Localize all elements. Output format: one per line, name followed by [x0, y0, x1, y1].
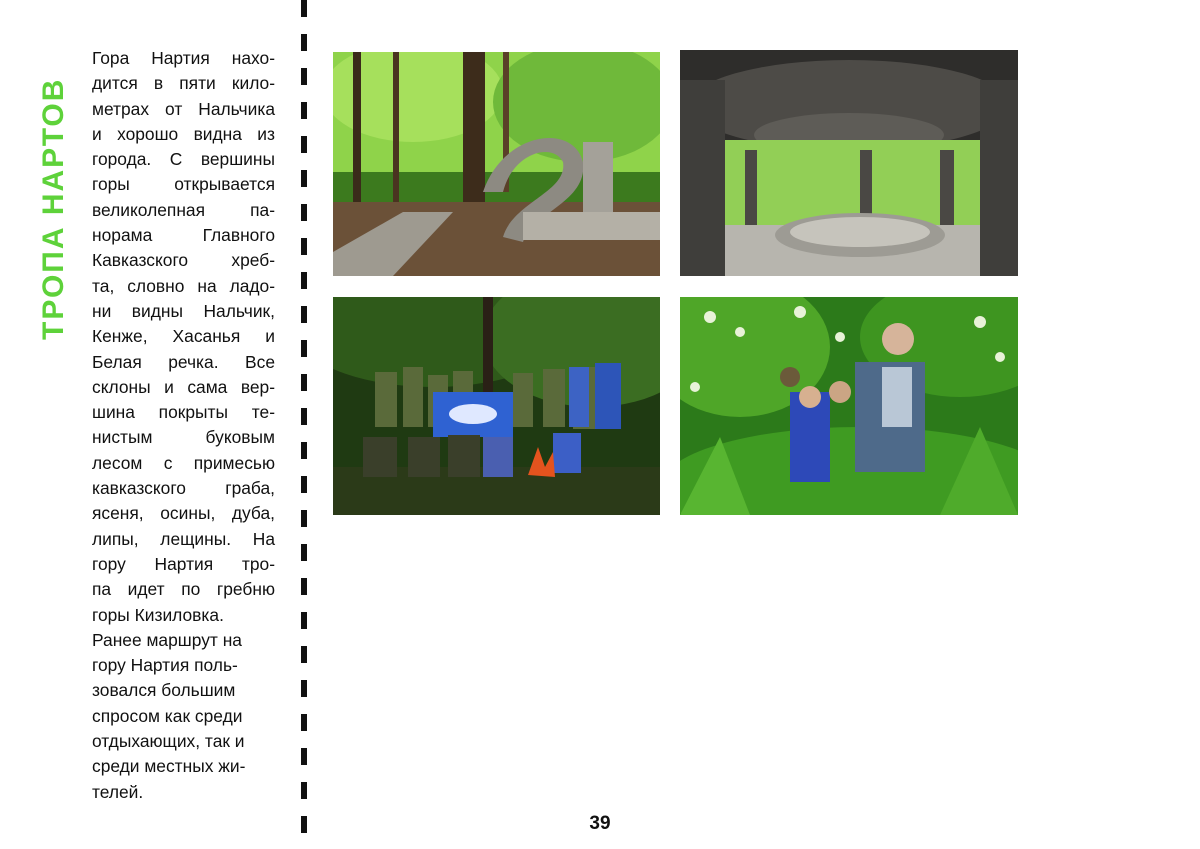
text-line: липы, лещины. На — [92, 528, 275, 549]
text-line: горы Кизиловка. — [92, 604, 224, 625]
text-line: ни видны Нальчик, — [92, 300, 275, 321]
text-line: зовался большим — [92, 680, 236, 701]
photo-hikers-in-grass — [680, 297, 1018, 515]
text-line: та, словно на ладо- — [92, 275, 275, 296]
text-line: склоны и сама вер- — [92, 376, 275, 397]
text-line: па идет по гребню — [92, 579, 275, 600]
paragraph-1 — [92, 46, 275, 628]
text-line: кавказского граба, — [92, 478, 275, 499]
text-line: метрах от Нальчика — [92, 98, 275, 119]
text-line: нистым буковым — [92, 427, 275, 448]
text-line: норама Главного — [92, 225, 275, 246]
text-line: Гора Нартия нахо- — [92, 48, 275, 68]
text-line: гору Нартия тро- — [92, 553, 275, 574]
section-title: ТРОПА НАРТОВ — [37, 77, 70, 340]
text-line: горы открывается — [92, 174, 275, 195]
text-line: среди местных жи- — [92, 756, 246, 777]
text-line: Ранее маршрут на — [92, 629, 242, 650]
text-line: телей. — [92, 781, 144, 802]
page-number: 39 — [589, 813, 611, 834]
photo-concrete-rotunda — [680, 50, 1018, 276]
text-line: отдыхающих, так и — [92, 731, 245, 752]
text-line: Кенже, Хасанья и — [92, 326, 275, 347]
text-line: города. С вершины — [92, 149, 275, 170]
text-line: Кавказского хреб- — [92, 250, 275, 271]
paragraph-2 — [92, 628, 275, 805]
text-line: ясеня, осины, дуба, — [92, 503, 275, 524]
text-line: гору Нартия поль- — [92, 655, 238, 676]
text-line: Белая речка. Все — [92, 351, 275, 372]
text-line: лесом с примесью — [92, 452, 275, 473]
body-text — [92, 46, 275, 805]
photo-group-with-flag — [333, 297, 660, 515]
text-line: дится в пяти кило- — [92, 73, 275, 94]
text-line: и хорошо видна из — [92, 123, 275, 144]
text-line: великолепная па- — [92, 199, 275, 220]
text-line: шина покрыты те- — [92, 402, 275, 423]
page-divider — [301, 0, 307, 849]
text-line: спросом как среди — [92, 705, 243, 726]
photo-forest-spiral-path — [333, 52, 660, 276]
